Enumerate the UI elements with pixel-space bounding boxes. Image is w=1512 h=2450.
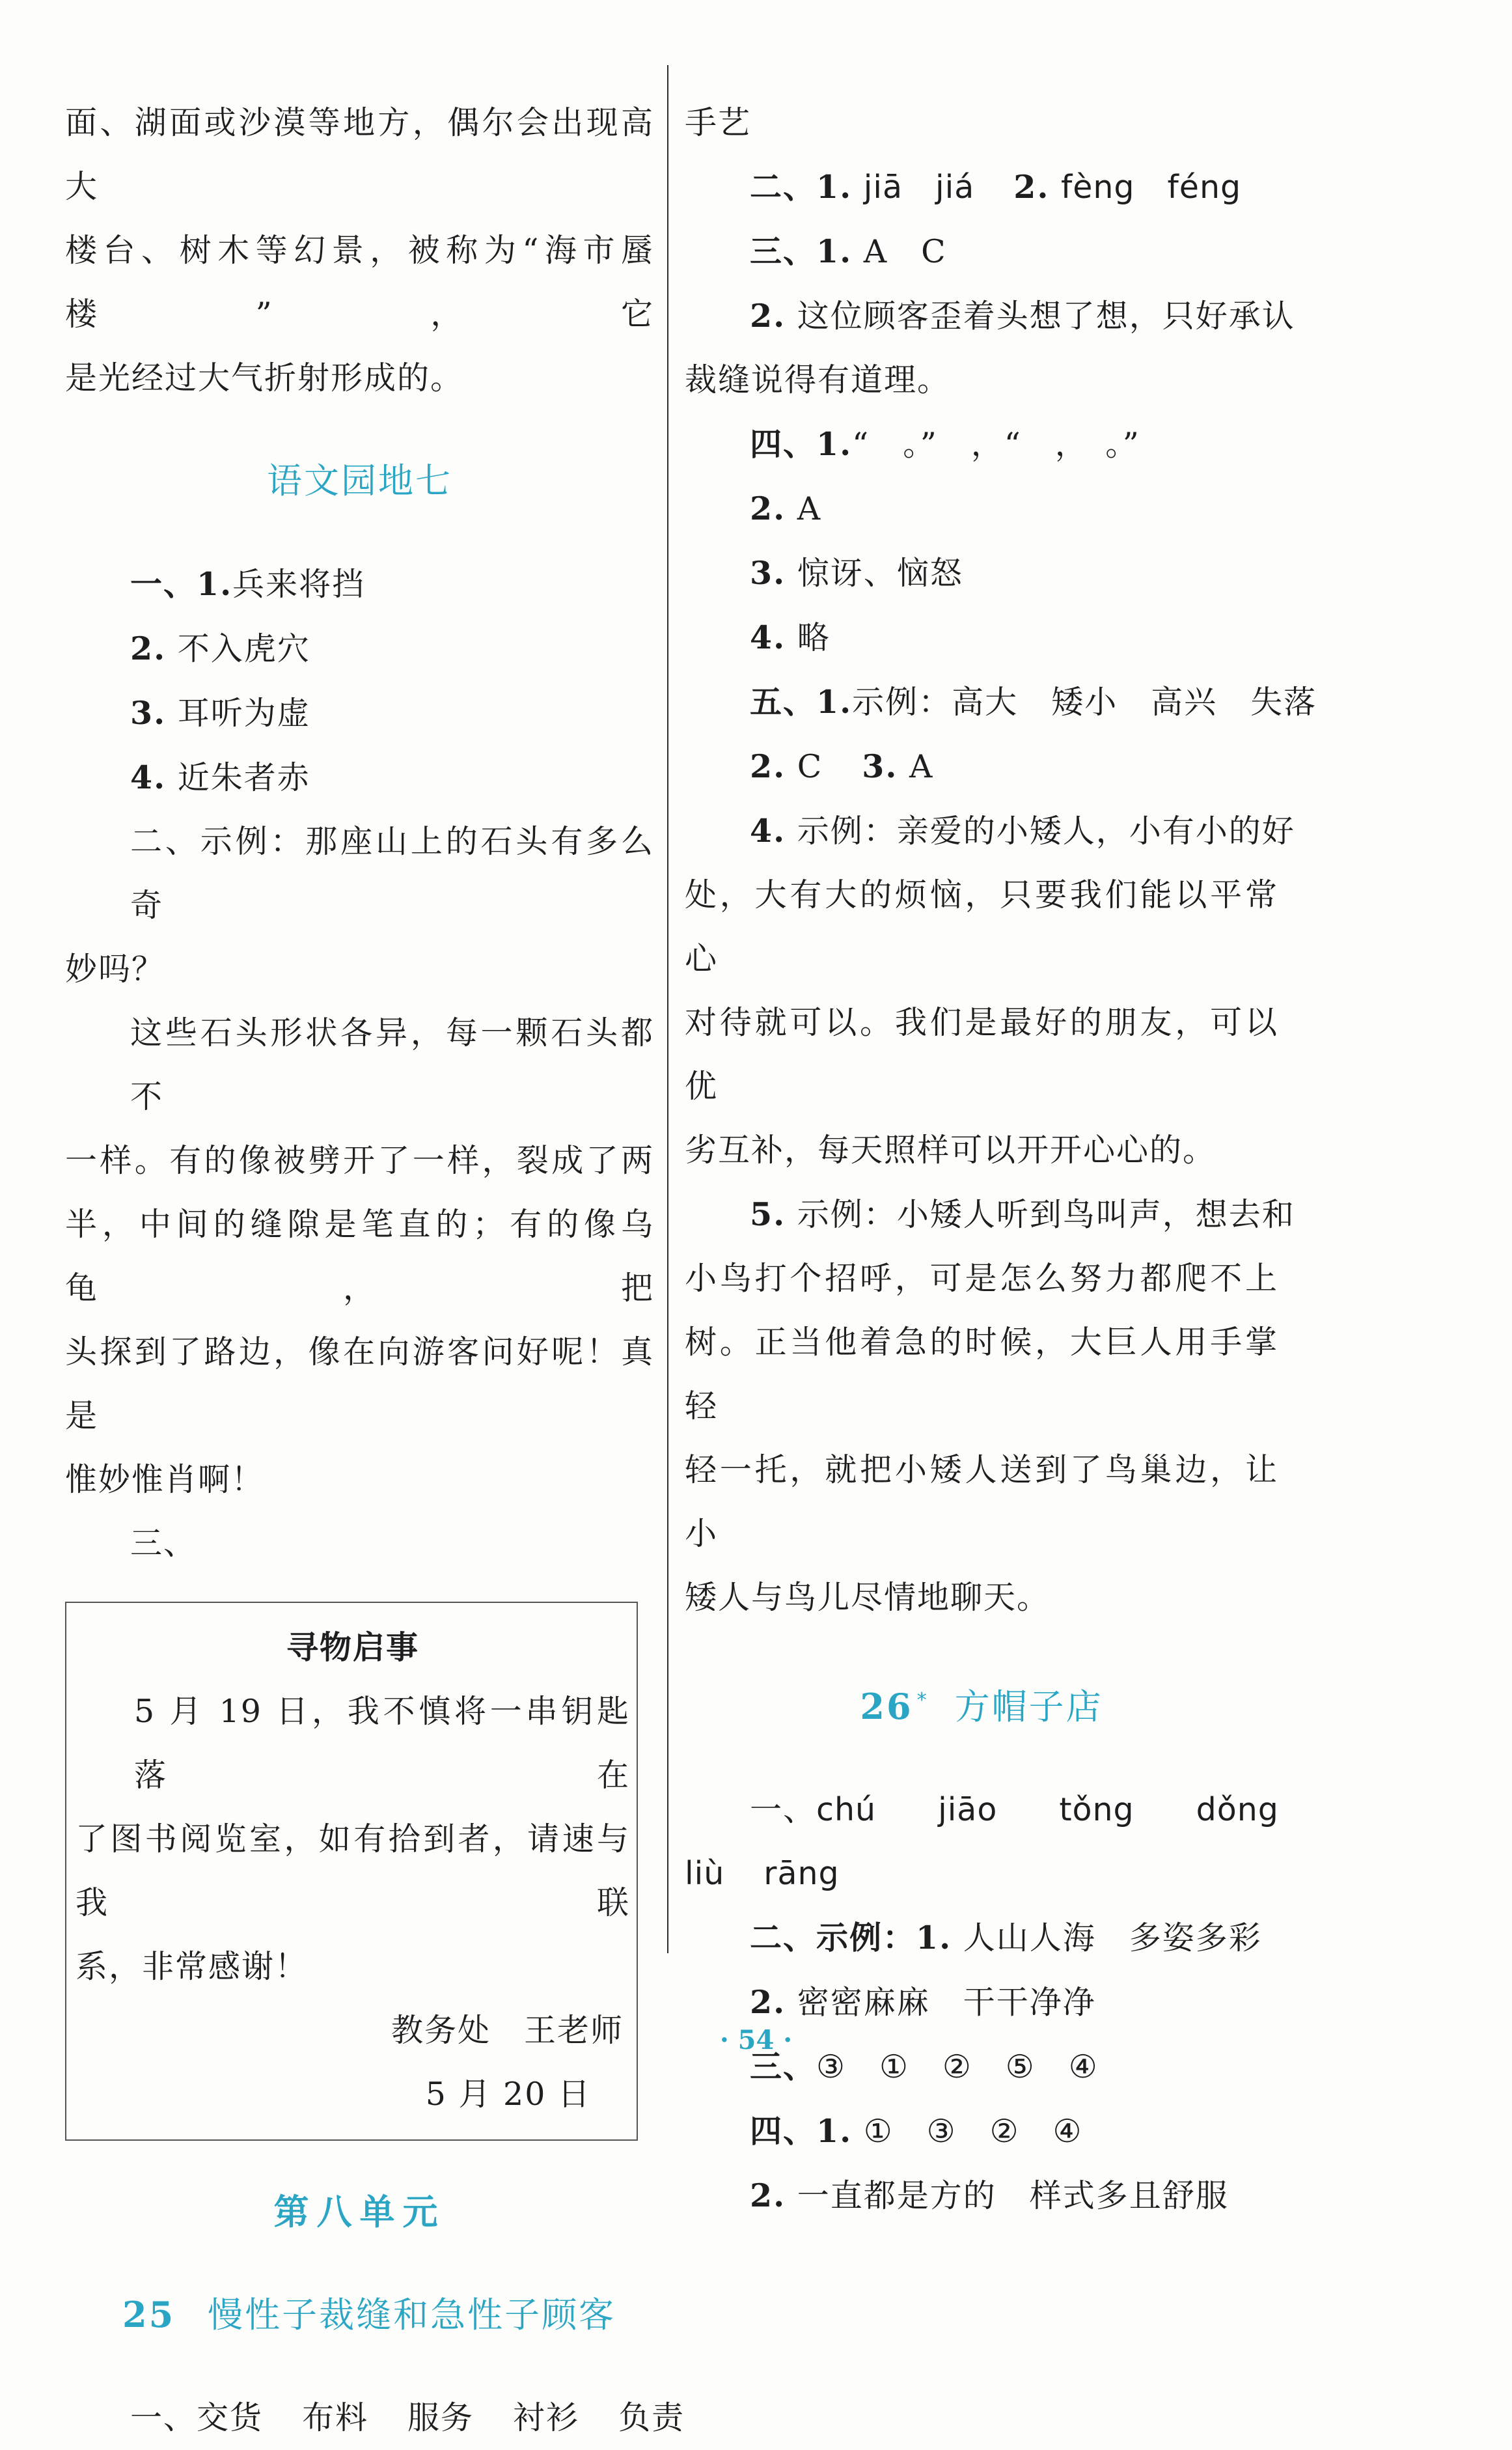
lesson-title: 慢性子裁缝和急性子顾客 bbox=[208, 2294, 616, 2335]
answer-line bbox=[65, 552, 654, 617]
answer-line bbox=[685, 1906, 1278, 1970]
pinyin-answer: chú bbox=[816, 1791, 877, 1828]
item-number: 四、1. bbox=[750, 2112, 853, 2150]
answer-text: 不入虎穴 bbox=[177, 630, 310, 667]
paragraph-line: 这些石头形状各异，每一颗石头都不 bbox=[130, 1014, 654, 1115]
answer-text: 这位顾客歪着头想了想，只好承认 bbox=[797, 298, 1295, 335]
paragraph-line: 头探到了路边，像在向游客问好呢！真是 bbox=[65, 1333, 654, 1434]
answer-line bbox=[65, 681, 654, 745]
item-number: 五、1. bbox=[750, 683, 853, 721]
answer-word: 服务 bbox=[407, 2399, 474, 2436]
notice-line: 系，非常感谢！ bbox=[76, 1948, 309, 1985]
answer-text: 一直都是方的 样式多且舒服 bbox=[797, 2177, 1229, 2214]
text-line: 面、湖面或沙漠等地方，偶尔会出现高大 bbox=[65, 104, 654, 205]
answer-text: 密密麻麻 干干净净 bbox=[797, 1984, 1096, 2021]
pinyin-answer: liù bbox=[685, 1855, 725, 1892]
answer-line bbox=[685, 155, 1278, 219]
answer-text: 惊讶、恼怒 bbox=[797, 555, 963, 592]
item-number: 二、示例：1. bbox=[750, 1919, 952, 1956]
lesson25-heading bbox=[65, 2283, 654, 2347]
answer-line: 劣互补，每天照样可以开开心心的。 bbox=[685, 1132, 1216, 1169]
answer-line: 妙吗？ bbox=[65, 951, 165, 988]
answer-line: 处，大有大的烦恼，只要我们能以平常心 bbox=[685, 876, 1278, 977]
notice-line: 了图书阅览室，如有拾到者，请速与我联 bbox=[76, 1820, 630, 1921]
paragraph-line: 半，中间的缝隙是笔直的；有的像乌龟，把 bbox=[65, 1206, 654, 1307]
item-number: 5. bbox=[750, 1195, 786, 1233]
paragraph-line: 一样。有的像被劈开了一样，裂成了两 bbox=[65, 1142, 654, 1179]
pinyin-answer: jiā jiá bbox=[863, 169, 975, 206]
answer-text: 示例：小矮人听到鸟叫声，想去和 bbox=[797, 1196, 1295, 1233]
answer-text: A bbox=[797, 490, 822, 527]
item-number: 4. bbox=[750, 619, 786, 656]
text-line: 手艺 bbox=[685, 104, 752, 141]
answer-line bbox=[685, 2164, 1278, 2228]
item-number: 2. bbox=[750, 1983, 786, 2021]
answer-line: 二、示例：那座山上的石头有多么奇 bbox=[130, 823, 654, 924]
answer-text: ③ ① ② ⑤ ④ bbox=[816, 2048, 1099, 2085]
answer-text: C bbox=[797, 748, 823, 785]
lost-item-notice-box bbox=[65, 1602, 638, 2141]
answer-text: A C bbox=[863, 233, 947, 270]
item-number: 4. bbox=[130, 759, 167, 796]
answer-line bbox=[685, 1778, 1278, 1842]
item-number: 三、1. bbox=[750, 232, 853, 270]
text-line: 是光经过大气折射形成的。 bbox=[65, 359, 464, 397]
item-number: 二、1. bbox=[750, 168, 853, 206]
answer-word: 负责 bbox=[618, 2399, 685, 2436]
paragraph-line: 惟妙惟肖啊！ bbox=[65, 1461, 265, 1498]
answer-line bbox=[685, 799, 1295, 863]
item-number: 四、1. bbox=[750, 425, 853, 463]
answer-text: ① ③ ② ④ bbox=[863, 2113, 1083, 2150]
lesson26-heading bbox=[685, 1669, 1278, 1739]
section-heading-unit7: 语文园地七 bbox=[267, 460, 452, 501]
answer-line: 轻一托，就把小矮人送到了鸟巢边，让小 bbox=[685, 1451, 1278, 1552]
answer-line bbox=[685, 219, 1278, 284]
lesson-title: 方帽子店 bbox=[954, 1686, 1103, 1727]
answer-word: 布料 bbox=[302, 2399, 369, 2436]
answer-line bbox=[685, 2099, 1278, 2164]
item-number: 2. bbox=[750, 490, 786, 527]
pinyin-answer: tǒng bbox=[1059, 1791, 1134, 1828]
answer-line bbox=[65, 617, 654, 681]
answer-text: 兵来将挡 bbox=[232, 566, 366, 603]
column-divider bbox=[667, 65, 668, 1953]
answer-line bbox=[685, 477, 1278, 541]
notice-title: 寻物启事 bbox=[286, 1629, 419, 1666]
notice-line: 5 月 19 日，我不慎将一串钥匙落在 bbox=[134, 1693, 630, 1794]
answer-line bbox=[685, 734, 1278, 799]
answer-text: 近朱者赤 bbox=[177, 759, 310, 796]
left-column bbox=[65, 91, 685, 2450]
pinyin-answer: fèng féng bbox=[1060, 169, 1242, 206]
item-number: 三、 bbox=[750, 2048, 817, 2085]
answer-text: 示例：高大 矮小 高兴 失落 bbox=[852, 684, 1317, 721]
answer-text: A bbox=[909, 748, 934, 785]
answer-line bbox=[685, 670, 1317, 734]
item-number: 3. bbox=[862, 747, 898, 785]
item-number: 2. bbox=[750, 747, 786, 785]
optional-mark: * bbox=[916, 1689, 929, 1712]
answer-text: 示例：亲爱的小矮人，小有小的好 bbox=[797, 813, 1295, 850]
item-number: 2. bbox=[130, 630, 167, 667]
answer-line bbox=[685, 1842, 1278, 1906]
item-number: 2. bbox=[750, 297, 786, 335]
answer-text: 略 bbox=[797, 619, 831, 656]
answer-word: 衬衫 bbox=[513, 2399, 580, 2436]
answer-line: 树。正当他着急的时候，大巨人用手掌轻 bbox=[685, 1324, 1278, 1425]
answer-line: 小鸟打个招呼，可是怎么努力都爬不上 bbox=[685, 1260, 1278, 1297]
pinyin-answer: rāng bbox=[763, 1855, 840, 1892]
text-line: 楼台、树木等幻景，被称为“海市蜃楼”，它 bbox=[65, 232, 654, 333]
notice-signature: 教务处 王老师 bbox=[391, 2012, 624, 2049]
item-number: 2. bbox=[1013, 168, 1050, 206]
answer-line bbox=[685, 606, 1278, 670]
answer-line bbox=[685, 1182, 1295, 1247]
pinyin-answer: dǒng bbox=[1196, 1791, 1279, 1828]
answer-text: “ 。” ，“ ， 。” bbox=[852, 426, 1140, 463]
answer-line bbox=[685, 412, 1278, 477]
unit8-heading: 第八单元 bbox=[273, 2191, 446, 2233]
answer-line: 对待就可以。我们是最好的朋友，可以优 bbox=[685, 1004, 1278, 1105]
answer-line bbox=[65, 745, 654, 810]
item-number: 3. bbox=[130, 694, 167, 732]
answer-line: 矮人与鸟儿尽情地聊天。 bbox=[685, 1579, 1051, 1616]
page-number: · 54 · bbox=[719, 2025, 793, 2055]
answer-line: 三、 bbox=[130, 1525, 197, 1562]
answer-text: 人山人海 多姿多彩 bbox=[963, 1919, 1262, 1956]
right-column bbox=[685, 91, 1317, 2228]
item-number: 4. bbox=[750, 812, 786, 850]
item-number: 一、1. bbox=[130, 565, 233, 603]
notice-date: 5 月 20 日 bbox=[425, 2076, 591, 2113]
item-number: 一、 bbox=[750, 1791, 817, 1828]
answer-line bbox=[685, 284, 1295, 348]
answer-line bbox=[65, 2386, 685, 2450]
answer-line bbox=[685, 541, 1278, 606]
answer-text: 耳听为虚 bbox=[177, 695, 310, 732]
lesson-number: 25 bbox=[122, 2294, 176, 2335]
answer-line: 裁缝说得有道理。 bbox=[685, 361, 951, 398]
item-number: 3. bbox=[750, 554, 786, 592]
answer-word: 一、交货 bbox=[130, 2399, 264, 2436]
lesson-number: 26 bbox=[860, 1686, 913, 1727]
pinyin-answer: jiāo bbox=[938, 1791, 998, 1828]
item-number: 2. bbox=[750, 2177, 786, 2214]
